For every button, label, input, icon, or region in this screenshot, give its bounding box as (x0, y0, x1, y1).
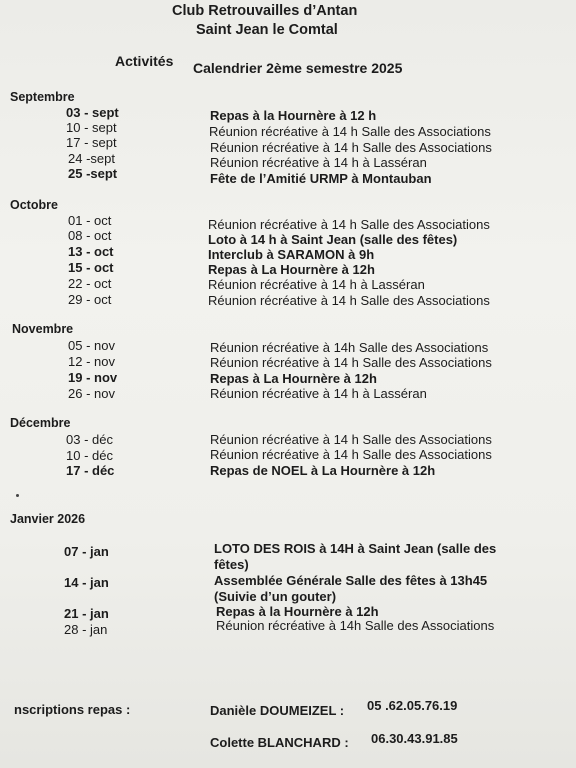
month-heading-december: Décembre (10, 416, 71, 430)
event-date: 25 -sept (68, 166, 118, 181)
event-date: 12 - nov (68, 354, 115, 369)
contact-name: Colette BLANCHARD : (210, 735, 349, 750)
event-description: Repas à La Hournère à 12h (210, 371, 377, 386)
month-heading-november: Novembre (12, 322, 74, 336)
month-heading-october: Octobre (10, 198, 58, 212)
event-description: Réunion récréative à 14 h à Lasséran (208, 277, 425, 292)
event-date: 03 - déc (66, 432, 113, 447)
event-date: 13 - oct (68, 244, 114, 259)
event-date: 07 - jan (64, 544, 109, 559)
event-date: 14 - jan (64, 575, 109, 590)
event-description: Fête de l’Amitié URMP à Montauban (210, 171, 432, 186)
event-date: 17 - sept (66, 135, 117, 150)
event-date: 22 - oct (68, 276, 112, 291)
event-description: Interclub à SARAMON à 9h (208, 247, 375, 262)
event-description: Réunion récréative à 14 h Salle des Associations (210, 432, 492, 447)
event-description: Réunion récréative à 14 h Salle des Associations (210, 355, 492, 370)
month-heading-january: Janvier 2026 (10, 512, 86, 526)
contact-phone: 05 .62.05.76.19 (367, 698, 458, 713)
event-description: Repas à La Hournère à 12h (208, 262, 375, 277)
event-description: Réunion récréative à 14h Salle des Associations (216, 618, 495, 633)
event-description: Réunion récréative à 14 h à Lasséran (210, 386, 427, 401)
event-description: Repas de NOEL à La Hournère à 12h (210, 463, 436, 478)
calendar-title: Calendrier 2ème semestre 2025 (193, 60, 403, 76)
month-heading-september: Septembre (10, 90, 75, 104)
event-date: 05 - nov (68, 338, 115, 353)
event-description: Réunion récréative à 14 h Salle des Associations (208, 217, 490, 232)
contact-name: Danièle DOUMEIZEL : (210, 703, 345, 718)
event-date: 29 - oct (68, 292, 112, 307)
event-description: Réunion récréative à 14 h à Lasséran (210, 155, 427, 170)
event-date: 24 -sept (68, 151, 115, 166)
event-description: Réunion récréative à 14 h Salle des Associations (209, 124, 491, 139)
event-description-cont: (Suivie d’un gouter) (214, 589, 337, 604)
event-description: Réunion récréative à 14h Salle des Associations (210, 340, 489, 355)
event-date: 28 - jan (64, 622, 108, 637)
event-description: Réunion récréative à 14 h Salle des Associations (210, 140, 492, 155)
event-date: 01 - oct (68, 213, 112, 228)
contact-phone: 06.30.43.91.85 (371, 731, 458, 746)
club-location: Saint Jean le Comtal (196, 22, 338, 38)
event-date: 17 - déc (66, 463, 115, 478)
stray-dot (16, 494, 19, 497)
event-description: Repas à la Hournère à 12 h (210, 108, 377, 123)
event-description: Réunion récréative à 14 h Salle des Associations (210, 447, 492, 462)
event-description-cont: fêtes) (214, 557, 249, 572)
event-date: 10 - sept (66, 120, 117, 135)
inscriptions-label: nscriptions repas : (14, 702, 131, 717)
event-description: Repas à la Hournère à 12h (216, 604, 379, 619)
event-description: Assemblée Générale Salle des fêtes à 13h45 (214, 573, 488, 588)
event-date: 15 - oct (68, 260, 114, 275)
event-date: 26 - nov (68, 386, 115, 401)
event-description: LOTO DES ROIS à 14H à Saint Jean (salle des (214, 541, 497, 556)
event-date: 10 - déc (66, 448, 113, 463)
event-date: 03 - sept (66, 105, 119, 120)
event-description: Réunion récréative à 14 h Salle des Associations (208, 293, 490, 308)
event-date: 19 - nov (68, 370, 118, 385)
event-date: 08 - oct (68, 228, 112, 243)
activities-label: Activités (115, 53, 174, 69)
club-title: Club Retrouvailles d’Antan (172, 3, 358, 19)
event-description: Loto à 14 h à Saint Jean (salle des fêtes) (208, 232, 458, 247)
event-date: 21 - jan (64, 606, 109, 621)
